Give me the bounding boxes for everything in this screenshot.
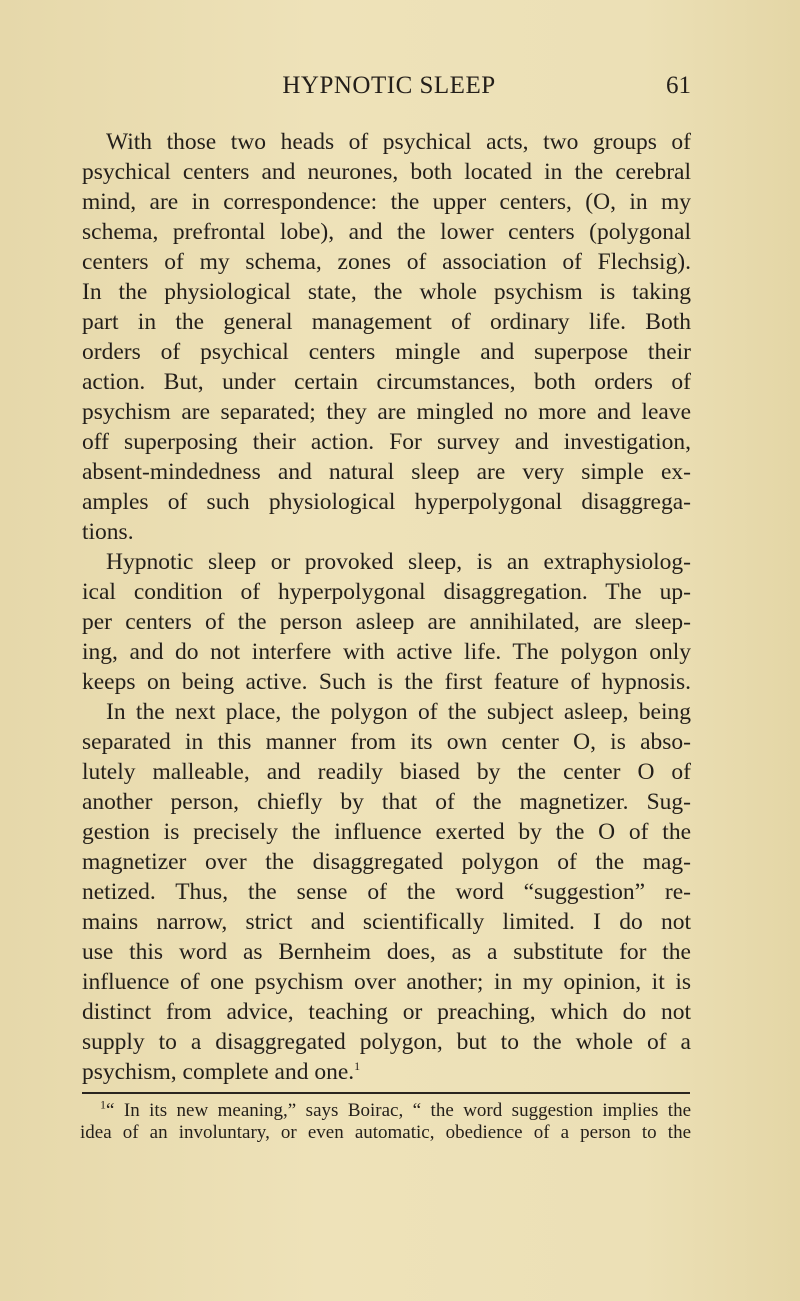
text-line-content: With those two heads of psychical acts, two groups of bbox=[106, 129, 691, 155]
footnote-line-content: idea of an involuntary, or even automatic, obedience of a person to the bbox=[80, 1122, 691, 1143]
text-line bbox=[82, 787, 691, 817]
text-line-content: action. But, under certain circumstances, both orders of bbox=[82, 369, 691, 395]
text-line bbox=[82, 667, 691, 697]
text-line bbox=[82, 187, 691, 217]
text-line bbox=[82, 997, 691, 1027]
text-line-content: psychism, complete and one. bbox=[82, 1059, 355, 1085]
text-line bbox=[82, 307, 691, 337]
text-line-content: supply to a disaggregated polygon, but to the whole of a bbox=[82, 1029, 691, 1055]
text-line-content: separated in this manner from its own center O, is abso- bbox=[82, 729, 691, 755]
text-line-content: gestion is precisely the influence exerted by the O of the bbox=[82, 819, 691, 845]
text-line-content: amples of such physiological hyperpolygonal disaggrega- bbox=[82, 489, 691, 515]
text-line bbox=[82, 157, 691, 187]
footnote bbox=[80, 1097, 691, 1144]
text-line bbox=[82, 727, 691, 757]
text-line bbox=[82, 1027, 691, 1057]
text-line bbox=[82, 517, 691, 547]
footnote-reference[interactable]: 1 bbox=[354, 1059, 361, 1074]
text-line bbox=[82, 337, 691, 367]
text-line-content: mains narrow, strict and scientifically limited. I do not bbox=[82, 909, 691, 935]
text-line bbox=[82, 697, 691, 727]
text-line bbox=[82, 637, 691, 667]
text-line-content: tions. bbox=[82, 519, 134, 545]
text-line bbox=[82, 277, 691, 307]
text-line bbox=[82, 607, 691, 637]
text-line-content: ing, and do not interfere with active life. The polygon only bbox=[82, 639, 691, 665]
text-line bbox=[82, 757, 691, 787]
text-line-content: Hypnotic sleep or provoked sleep, is an extraphysiolog- bbox=[106, 549, 691, 575]
text-line-content: centers of my schema, zones of association of Flechsig). bbox=[82, 249, 691, 275]
text-line-content: ical condition of hyperpolygonal disaggregation. The up- bbox=[82, 579, 691, 605]
text-line bbox=[82, 217, 691, 247]
text-line bbox=[82, 847, 691, 877]
text-line-content: influence of one psychism over another; in my opinion, it is bbox=[82, 969, 691, 995]
footnote-line bbox=[80, 1097, 691, 1122]
running-header bbox=[82, 72, 691, 104]
text-line-content: another person, chiefly by that of the magnetizer. Sug- bbox=[82, 789, 691, 815]
text-line bbox=[82, 577, 691, 607]
footnote-line-content: “ In its new meaning,” says Boirac, “ the word suggestion implies the bbox=[106, 1100, 691, 1121]
footnote-divider bbox=[82, 1092, 690, 1094]
text-line bbox=[82, 487, 691, 517]
text-line-content: psychical centers and neurones, both located in the cerebral bbox=[82, 159, 691, 185]
text-line bbox=[82, 877, 691, 907]
footnote-line bbox=[80, 1122, 691, 1144]
text-line-content: keeps on being active. Such is the first feature of hypnosis. bbox=[82, 669, 691, 695]
text-line-content: use this word as Bernheim does, as a substitute for the bbox=[82, 939, 691, 965]
text-line bbox=[82, 937, 691, 967]
text-line bbox=[82, 247, 691, 277]
text-line-content: mind, are in correspondence: the upper centers, (O, in my bbox=[82, 189, 691, 215]
text-line-content: off superposing their action. For survey and investigation, bbox=[82, 429, 691, 455]
text-line-content: lutely malleable, and readily biased by the center O of bbox=[82, 759, 691, 785]
text-line-content: psychism are separated; they are mingled no more and leave bbox=[82, 399, 691, 425]
text-line bbox=[82, 817, 691, 847]
text-line bbox=[82, 127, 691, 157]
text-line-content: In the next place, the polygon of the subject asleep, being bbox=[106, 699, 691, 725]
text-line-content: absent-mindedness and natural sleep are very simple ex- bbox=[82, 459, 691, 485]
page-number: 61 bbox=[666, 72, 691, 99]
text-line-content: magnetizer over the disaggregated polygon of the mag- bbox=[82, 849, 691, 875]
text-line bbox=[82, 1057, 691, 1087]
text-line-content: per centers of the person asleep are annihilated, are sleep- bbox=[82, 609, 691, 635]
text-line-content: distinct from advice, teaching or preaching, which do not bbox=[82, 999, 691, 1025]
text-line-content: schema, prefrontal lobe), and the lower centers (polygonal bbox=[82, 219, 691, 245]
text-line-content: netized. Thus, the sense of the word “suggestion” re- bbox=[82, 879, 691, 905]
text-line bbox=[82, 457, 691, 487]
text-line-content: In the physiological state, the whole psychism is taking bbox=[82, 279, 691, 305]
running-title: HYPNOTIC SLEEP bbox=[282, 72, 496, 99]
text-line bbox=[82, 547, 691, 577]
body-text bbox=[82, 127, 691, 1087]
footnote-marker: 1 bbox=[100, 1097, 106, 1112]
text-line bbox=[82, 967, 691, 997]
text-line-content: orders of psychical centers mingle and superpose their bbox=[82, 339, 691, 365]
text-line-content: part in the general management of ordinary life. Both bbox=[82, 309, 691, 335]
text-line bbox=[82, 397, 691, 427]
text-line bbox=[82, 367, 691, 397]
text-line bbox=[82, 427, 691, 457]
text-line bbox=[82, 907, 691, 937]
